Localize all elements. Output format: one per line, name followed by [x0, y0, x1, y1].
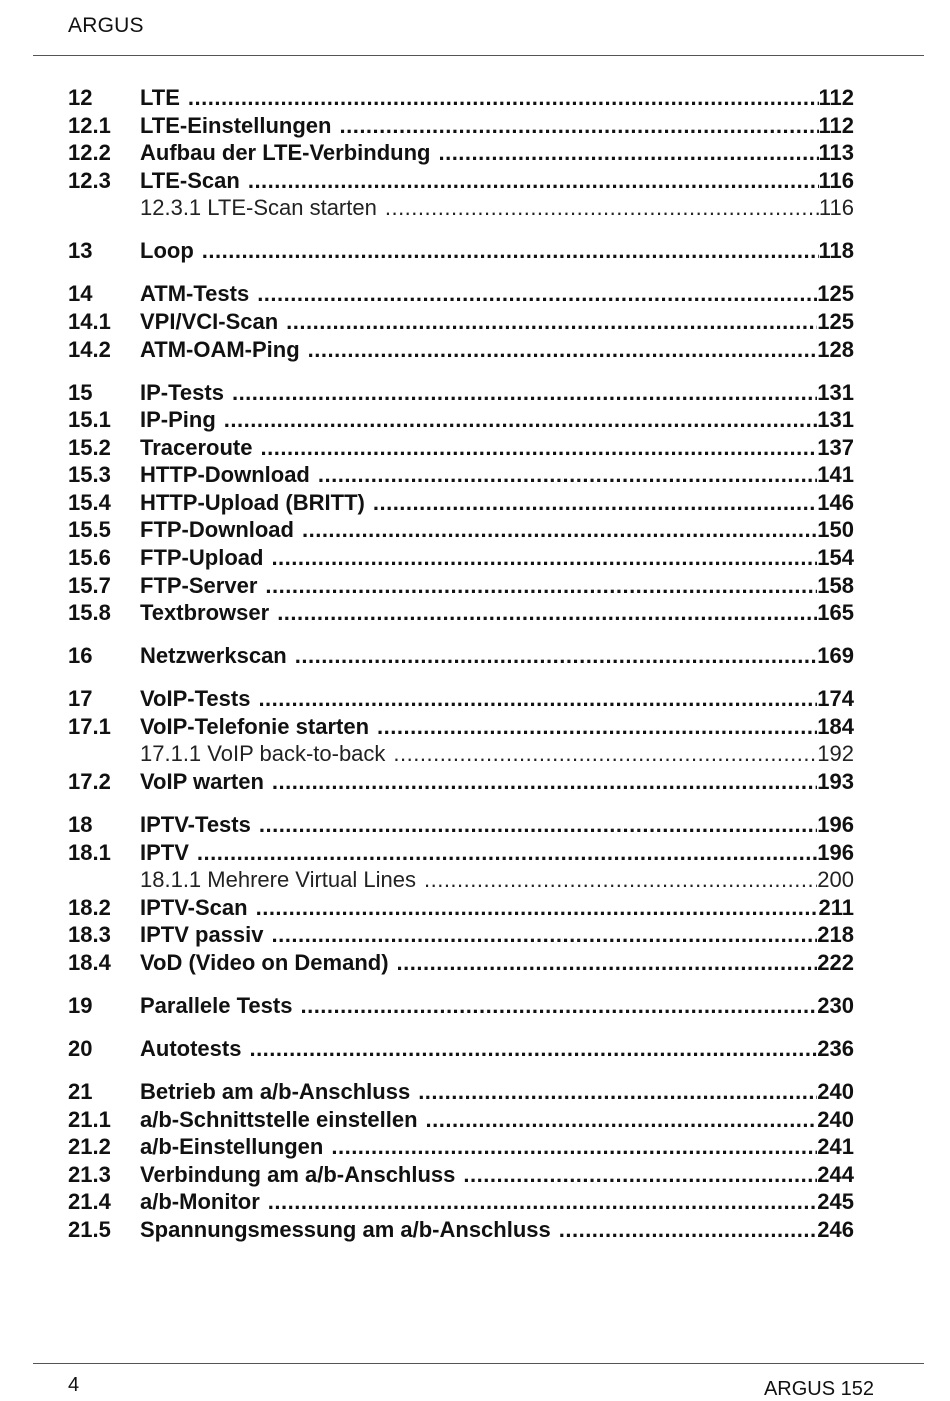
toc-entry[interactable] [68, 1106, 854, 1134]
toc-entry[interactable] [68, 894, 854, 922]
toc-dot-leader [385, 194, 819, 222]
toc-dot-leader [265, 572, 817, 600]
toc-dot-leader [393, 740, 817, 768]
toc-entry-title: Parallele Tests [140, 992, 293, 1018]
toc-dot-leader [197, 839, 817, 867]
toc-dot-leader [249, 1035, 817, 1063]
toc-dot-leader [271, 544, 817, 572]
toc-dot-leader [261, 434, 818, 462]
toc-entry-page: 125 [817, 281, 854, 307]
toc-entry-number: 21.5 [68, 1216, 111, 1242]
toc-entry-title: FTP-Download [140, 517, 294, 543]
toc-dot-leader [202, 237, 819, 265]
toc-entry-page: 211 [818, 894, 854, 920]
toc-dot-leader [272, 921, 818, 949]
toc-entry[interactable] [68, 642, 854, 670]
toc-entry-title: IPTV-Scan [140, 894, 248, 920]
toc-entry-number: 14.2 [68, 336, 111, 362]
toc-entry-page: 165 [817, 600, 854, 626]
toc-dot-leader [424, 866, 817, 894]
toc-dot-leader [188, 84, 819, 112]
toc-entry-number: 15.5 [68, 517, 111, 543]
header-brand: ARGUS [68, 14, 144, 37]
toc-entry-page: 141 [817, 462, 854, 488]
toc-entry[interactable] [68, 544, 854, 572]
toc-entry-page: 196 [817, 812, 854, 837]
toc-entry-number: 15.8 [68, 600, 111, 626]
toc-dot-leader [377, 713, 817, 741]
toc-entry-page: 240 [817, 1106, 854, 1132]
toc-entry-number: 12.2 [68, 140, 111, 166]
toc-entry-page: 244 [817, 1161, 854, 1187]
toc-entry-page: 112 [818, 85, 854, 110]
toc-entry[interactable] [68, 1133, 854, 1161]
header-divider [33, 55, 924, 56]
toc-entry-page: 240 [817, 1078, 854, 1104]
toc-entry-title: Spannungsmessung am a/b-Anschluss [140, 1216, 551, 1242]
toc-entry[interactable] [68, 713, 854, 741]
toc-entry-title: Aufbau der LTE-Verbindung [140, 140, 431, 166]
toc-subentry[interactable] [68, 740, 854, 768]
toc-entry-page: 137 [817, 434, 854, 460]
toc-entry-number: 21 [68, 1078, 93, 1104]
toc-dot-leader [339, 112, 818, 140]
toc-entry[interactable] [68, 1188, 854, 1216]
toc-entry-page: 200 [817, 867, 854, 893]
toc-entry-title: LTE-Einstellungen [140, 112, 332, 138]
toc-entry[interactable] [68, 167, 854, 195]
toc-entry-page: 113 [818, 140, 854, 166]
toc-entry[interactable] [68, 516, 854, 544]
toc-entry-number: 15.3 [68, 462, 111, 488]
toc-entry[interactable] [68, 84, 854, 112]
toc-entry-number: 14 [68, 281, 93, 307]
toc-entry[interactable] [68, 1035, 854, 1063]
toc-entry-title: VoD (Video on Demand) [140, 949, 389, 975]
toc-entry-title: IPTV passiv [140, 922, 264, 948]
toc-entry[interactable] [68, 1161, 854, 1189]
toc-entry-number: 20 [68, 1035, 93, 1061]
toc-subentry[interactable] [68, 866, 854, 894]
toc-entry-title: Traceroute [140, 434, 253, 460]
toc-dot-leader [438, 139, 818, 167]
toc-subentry[interactable] [68, 194, 854, 222]
toc-dot-leader [224, 406, 818, 434]
toc-entry-title: IPTV-Tests [140, 812, 251, 837]
toc-entry-title: 18.1.1 Mehrere Virtual Lines [140, 867, 416, 893]
toc-entry[interactable] [68, 139, 854, 167]
toc-entry-title: HTTP-Download [140, 462, 310, 488]
toc-entry-page: 246 [817, 1216, 854, 1242]
toc-dot-leader [559, 1216, 818, 1244]
toc-entry-number: 21.1 [68, 1106, 111, 1132]
toc-entry[interactable] [68, 599, 854, 627]
toc-entry-number: 15.2 [68, 434, 111, 460]
toc-entry[interactable] [68, 237, 854, 265]
toc-entry[interactable] [68, 308, 854, 336]
footer-divider [33, 1363, 924, 1364]
toc-entry-title: VoIP-Tests [140, 686, 251, 712]
toc-entry-page: 146 [817, 489, 854, 515]
footer-model: ARGUS 152 [763, 1378, 874, 1400]
toc-entry-number: 18.2 [68, 894, 111, 920]
toc-entry-page: 116 [818, 195, 854, 221]
toc-entry-number: 17.2 [68, 769, 111, 795]
toc-entry-title: IP-Ping [140, 407, 216, 433]
toc-dot-leader [397, 949, 818, 977]
toc-entry-number: 15 [68, 379, 93, 405]
toc-dot-leader [259, 811, 817, 839]
toc-entry-page: 125 [817, 308, 854, 334]
footer-page-number: 4 [68, 1374, 80, 1396]
toc-entry-page: 150 [817, 517, 854, 543]
toc-entry-title: Netzwerkscan [140, 643, 287, 669]
toc-entry-title: LTE [140, 85, 180, 110]
toc-entry-number: 12.3 [68, 167, 111, 193]
toc-entry-title: Loop [140, 238, 194, 264]
toc-entry-title: IP-Tests [140, 379, 224, 405]
toc-entry-title: Verbindung am a/b-Anschluss [140, 1161, 456, 1187]
toc-entry[interactable] [68, 336, 854, 364]
toc-entry-page: 230 [817, 992, 854, 1018]
toc-dot-leader [248, 167, 819, 195]
toc-entry-number: 17.1 [68, 713, 111, 739]
toc-entry-title: a/b-Schnittstelle einstellen [140, 1106, 418, 1132]
toc-entry-number: 16 [68, 643, 93, 669]
toc-entry-number: 14.1 [68, 308, 111, 334]
toc-entry-number: 12.1 [68, 112, 111, 138]
toc-entry-page: 131 [817, 407, 854, 433]
toc-entry-number: 15.6 [68, 545, 111, 571]
toc-entry-title: LTE-Scan [140, 167, 240, 193]
toc-entry-title: a/b-Einstellungen [140, 1134, 324, 1160]
toc-entry[interactable] [68, 768, 854, 796]
toc-entry[interactable] [68, 811, 854, 839]
toc-entry-page: 196 [817, 839, 854, 865]
toc-entry-number: 18.1 [68, 839, 111, 865]
toc-entry[interactable] [68, 1078, 854, 1106]
toc-entry-title: VoIP-Telefonie starten [140, 713, 370, 739]
toc-entry-page: 154 [817, 545, 854, 571]
toc-entry-number: 15.1 [68, 407, 111, 433]
table-of-contents [68, 84, 854, 1243]
toc-entry-page: 222 [817, 949, 854, 975]
toc-entry-title: VoIP warten [140, 769, 264, 795]
toc-entry-title: a/b-Monitor [140, 1189, 260, 1215]
toc-entry-number: 18.3 [68, 922, 111, 948]
toc-dot-leader [300, 992, 817, 1020]
toc-entry-page: 128 [817, 336, 854, 362]
toc-entry-page: 174 [817, 686, 854, 712]
toc-entry-number: 15.7 [68, 572, 111, 598]
toc-dot-leader [277, 599, 817, 627]
toc-entry[interactable] [68, 1216, 854, 1244]
toc-entry-title: FTP-Server [140, 572, 258, 598]
toc-entry[interactable] [68, 685, 854, 713]
toc-entry-number: 13 [68, 238, 93, 264]
toc-dot-leader [308, 336, 818, 364]
toc-entry-page: 112 [818, 112, 854, 138]
toc-dot-leader [256, 894, 819, 922]
toc-entry-page: 118 [818, 238, 854, 264]
toc-dot-leader [232, 379, 817, 407]
toc-entry-title: Betrieb am a/b-Anschluss [140, 1078, 411, 1104]
toc-entry-page: 184 [817, 713, 854, 739]
toc-entry-page: 236 [817, 1035, 854, 1061]
toc-entry-page: 241 [817, 1134, 854, 1160]
toc-entry[interactable] [68, 921, 854, 949]
toc-entry[interactable] [68, 949, 854, 977]
toc-entry[interactable] [68, 434, 854, 462]
toc-entry[interactable] [68, 406, 854, 434]
toc-entry-page: 169 [817, 643, 854, 669]
toc-dot-leader [418, 1078, 817, 1106]
toc-entry-title: ATM-OAM-Ping [140, 336, 300, 362]
toc-dot-leader [295, 642, 818, 670]
toc-entry[interactable] [68, 572, 854, 600]
toc-entry[interactable] [68, 839, 854, 867]
toc-entry-title: Textbrowser [140, 600, 270, 626]
toc-entry-number: 18 [68, 812, 93, 837]
toc-entry-title: 12.3.1 LTE-Scan starten [140, 195, 377, 221]
toc-dot-leader [258, 685, 817, 713]
toc-entry[interactable] [68, 489, 854, 517]
toc-entry-title: Autotests [140, 1035, 242, 1061]
toc-entry-title: IPTV [140, 839, 189, 865]
toc-entry-number: 21.2 [68, 1134, 111, 1160]
toc-dot-leader [272, 768, 817, 796]
toc-entry-page: 192 [817, 741, 854, 767]
toc-entry-page: 131 [817, 379, 854, 405]
toc-entry-number: 18.4 [68, 949, 111, 975]
toc-entry-number: 19 [68, 992, 93, 1018]
toc-entry-page: 116 [818, 167, 854, 193]
toc-entry[interactable] [68, 112, 854, 140]
toc-entry[interactable] [68, 379, 854, 407]
toc-entry[interactable] [68, 280, 854, 308]
toc-dot-leader [318, 461, 817, 489]
toc-entry-title: VPI/VCI-Scan [140, 308, 279, 334]
toc-entry-number: 21.3 [68, 1161, 111, 1187]
toc-dot-leader [286, 308, 817, 336]
toc-entry-title: ATM-Tests [140, 281, 250, 307]
toc-entry[interactable] [68, 992, 854, 1020]
toc-dot-leader [373, 489, 817, 517]
toc-entry-page: 158 [817, 572, 854, 598]
toc-entry-title: FTP-Upload [140, 545, 264, 571]
toc-dot-leader [302, 516, 817, 544]
toc-entry-title: HTTP-Upload (BRITT) [140, 489, 365, 515]
toc-entry-number: 15.4 [68, 489, 111, 515]
toc-entry[interactable] [68, 461, 854, 489]
toc-entry-number: 17 [68, 686, 93, 712]
toc-entry-page: 245 [817, 1189, 854, 1215]
toc-entry-number: 12 [68, 85, 93, 110]
toc-dot-leader [426, 1106, 818, 1134]
toc-entry-page: 193 [817, 769, 854, 795]
toc-entry-page: 218 [817, 922, 854, 948]
toc-dot-leader [463, 1161, 817, 1189]
toc-dot-leader [257, 280, 817, 308]
toc-dot-leader [331, 1133, 817, 1161]
toc-entry-number: 21.4 [68, 1189, 111, 1215]
toc-entry-title: 17.1.1 VoIP back-to-back [140, 741, 386, 767]
toc-dot-leader [268, 1188, 818, 1216]
